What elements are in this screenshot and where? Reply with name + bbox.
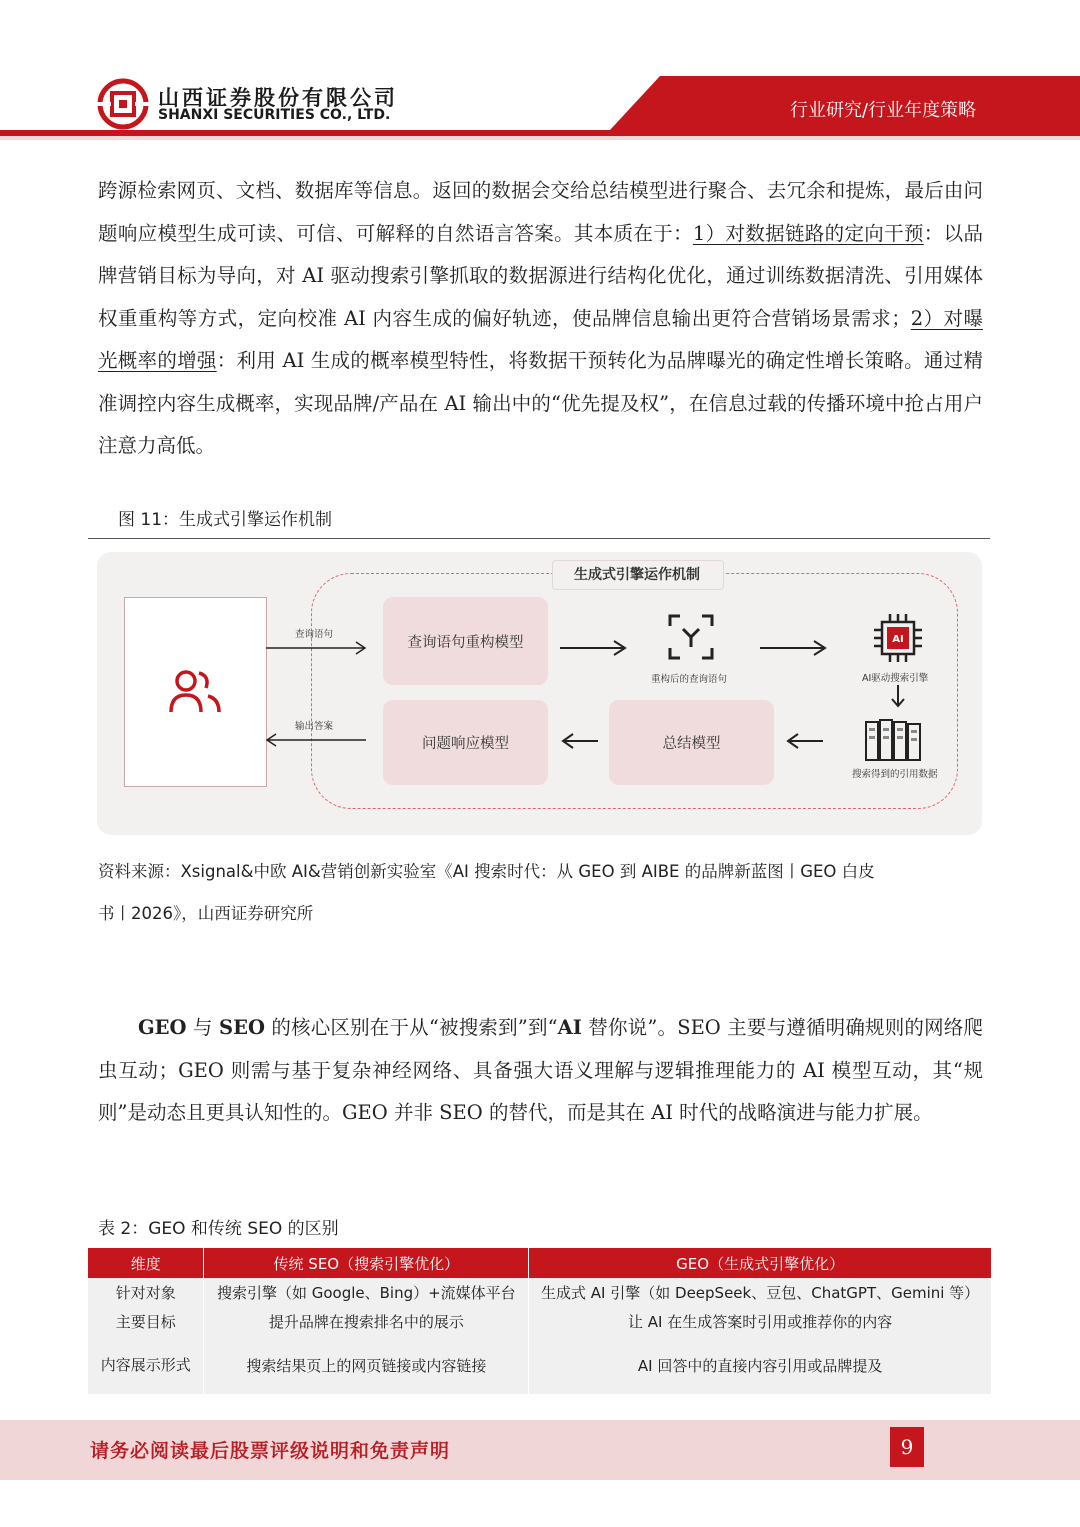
bold-term: SEO	[219, 1016, 265, 1039]
paragraph-text: 与	[186, 1016, 219, 1039]
arrow-right-icon	[560, 638, 630, 658]
paragraph-text: 替你说”。SEO 主要与遵循明确规则的网络爬虫互动；GEO 则需与基于复杂神经网络、具备强大语义理解与逻辑推理能力的 AI 模型互动，其“规则”是动态且更具认知性的。GEO 并非 SEO 的替代，而是其在 AI 时代的战略演进与能力扩展。	[98, 1016, 983, 1124]
arrow-right-icon	[760, 638, 830, 658]
table-header-cell: 维度	[88, 1248, 204, 1278]
figure-source-line-2: 书丨2026》，山西证券研究所	[98, 904, 314, 923]
company-logo-icon	[97, 78, 149, 130]
rewritten-query-label: 重构后的查询语句	[651, 674, 728, 685]
arrow-down-icon	[890, 685, 906, 709]
figure-source-line-1: 资料来源：Xsignal&中欧 AI&营销创新实验室《AI 搜索时代：从 GEO 到 AIBE 的品牌新蓝图丨GEO 白皮	[98, 862, 875, 881]
arrow-left-icon	[785, 731, 825, 751]
company-name-en: SHANXI SECURITIES CO., LTD.	[158, 107, 391, 123]
company-name-cn: 山西证券股份有限公司	[158, 86, 398, 110]
underlined-point-1: 1）对数据链路的定向干预	[692, 221, 924, 245]
table-cell: 生成式 AI 引擎（如 DeepSeek、豆包、ChatGPT、Gemini 等）	[529, 1278, 992, 1307]
ai-chip-text: AI	[892, 634, 904, 645]
disclaimer-notice: 请务必阅读最后股票评级说明和免责声明	[90, 1440, 451, 1462]
header-band	[0, 0, 1080, 150]
underlined-point-2: 2）对曝光概率的增强	[98, 306, 983, 372]
query-rewrite-model-box: 查询语句重构模型	[383, 597, 548, 685]
diagram-title: 生成式引擎运作机制	[574, 567, 700, 583]
paragraph-text: 跨源检索网页、文档、数据库等信息。返回的数据会交给总结模型进行聚合、去冗余和提炼，最后由问题响应模型生成可读、可信、可解释的自然语言答案。其本质在于：	[98, 179, 983, 245]
ai-chip-icon	[872, 612, 924, 664]
query-label: 查询语句	[295, 629, 334, 640]
body-paragraph-1	[98, 170, 983, 468]
table-cell: 针对对象	[88, 1278, 204, 1307]
table-row	[88, 1336, 992, 1394]
paragraph-text: 的核心区别在于从“被搜索到”到“	[264, 1016, 558, 1039]
table-cell: AI 回答中的直接内容引用或品牌提及	[529, 1336, 992, 1394]
bold-term: GEO	[138, 1016, 187, 1039]
table-cell: 搜索引擎（如 Google、Bing）+流媒体平台	[204, 1278, 529, 1307]
report-category: 行业研究/行业年度策略	[790, 100, 977, 121]
table-cell: 让 AI 在生成答案时引用或推荐你的内容	[529, 1307, 992, 1336]
page-number: 9	[890, 1427, 924, 1467]
table-header-cell: GEO（生成式引擎优化）	[529, 1248, 992, 1278]
arrow-left-icon	[560, 731, 600, 751]
paragraph-text: ：利用 AI 生成的概率模型特性，将数据干预转化为品牌曝光的确定性增长策略。通过精准调控内容生成概率，实现品牌/产品在 AI 输出中的“优先提及权”，在信息过载的传播环境中抢占用户注意力高低。	[98, 349, 983, 457]
ai-engine-label: AI驱动搜索引擎	[862, 673, 929, 684]
bold-term: AI	[557, 1016, 582, 1039]
response-model-box: 问题响应模型	[383, 700, 548, 785]
body-paragraph-2	[98, 1007, 983, 1135]
table-row	[88, 1307, 992, 1336]
table-cell: 搜索结果页上的网页链接或内容链接	[204, 1336, 529, 1394]
paragraph-text: ：以品牌营销目标为导向，对 AI 驱动搜索引擎抓取的数据源进行结构化优化，通过训练数据清洗、引用媒体权重重构等方式，定向校准 AI 内容生成的偏好轨迹，使品牌信息输出更符合营销场景需求；	[98, 221, 983, 330]
comparison-table	[88, 1248, 992, 1394]
output-arrow-icon	[262, 730, 367, 750]
user-group-icon	[168, 668, 224, 716]
query-arrow-icon	[266, 638, 371, 658]
rewrite-query-icon	[666, 612, 716, 662]
table-header-row	[88, 1248, 992, 1278]
output-label: 输出答案	[295, 721, 334, 732]
cited-data-label: 搜索得到的引用数据	[852, 769, 938, 780]
cited-data-icon	[864, 716, 924, 762]
figure-divider	[88, 538, 990, 539]
table-row	[88, 1278, 992, 1307]
table-cell: 主要目标	[88, 1307, 204, 1336]
table-cell: 提升品牌在搜索排名中的展示	[204, 1307, 529, 1336]
table-header-cell: 传统 SEO（搜索引擎优化）	[204, 1248, 529, 1278]
summary-model-box: 总结模型	[609, 700, 774, 785]
table-cell: 内容展示形式	[88, 1336, 204, 1394]
figure-title: 图 11：生成式引擎运作机制	[118, 510, 333, 530]
table-title: 表 2：GEO 和传统 SEO 的区别	[98, 1219, 339, 1239]
